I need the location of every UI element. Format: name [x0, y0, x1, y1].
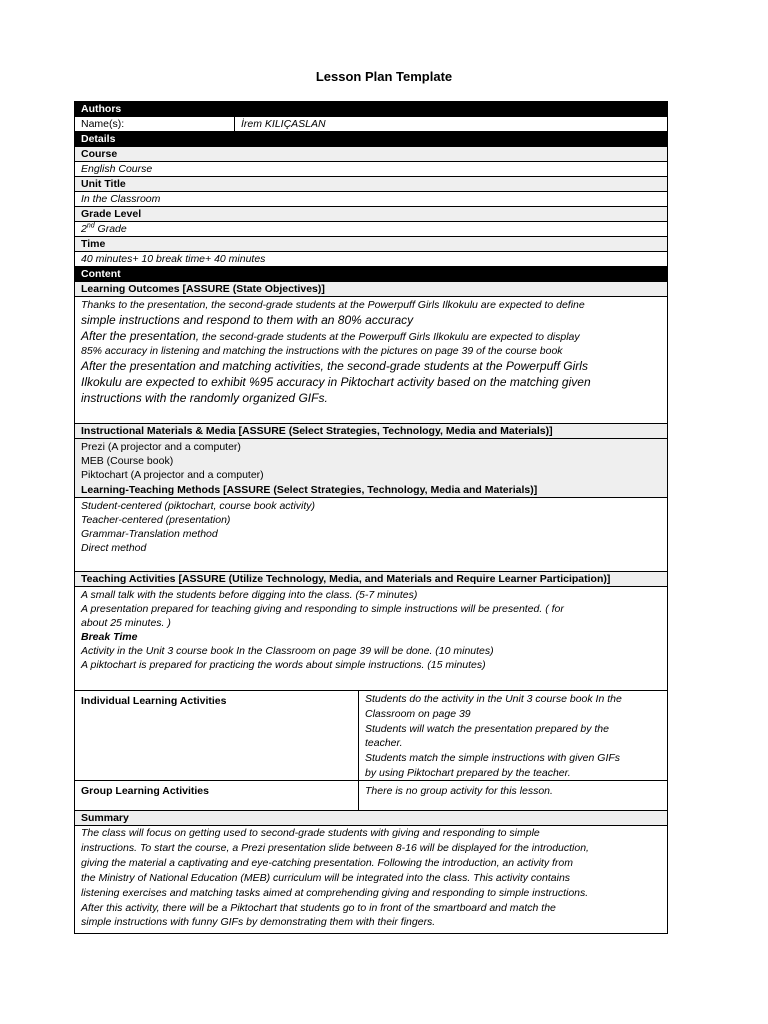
- individual-activities-row: [75, 691, 667, 781]
- details-header: Details: [75, 132, 667, 147]
- materials-item: Prezi (A projector and a computer): [81, 441, 241, 453]
- summary-line: listening exercises and matching tasks aimed at comprehending giving and responding to simple instructions.: [81, 886, 589, 899]
- summary-line: After this activity, there will be a Piktochart that students go to in front of the smartboard and match the: [81, 901, 556, 914]
- time-label: Time: [75, 237, 667, 252]
- name-label: Name(s):: [75, 117, 235, 131]
- activity-line: about 25 minutes. ): [81, 617, 171, 629]
- break-time-label: Break Time: [81, 631, 138, 643]
- summary-line: simple instructions with funny GIFs by demonstrating them with their fingers.: [81, 916, 436, 929]
- individual-line: Classroom on page 39: [365, 707, 471, 720]
- group-activities-row: [75, 781, 667, 811]
- methods-list: [75, 498, 667, 572]
- grade-level-label: Grade Level: [75, 207, 667, 222]
- summary-line: instructions. To start the course, a Prezi presentation slide between 8-16 will be displayed for the introduction,: [81, 841, 589, 854]
- outcome-line: simple instructions and respond to them with an 80% accuracy: [81, 313, 414, 327]
- teaching-activities-label: Teaching Activities [ASSURE (Utilize Technology, Media, and Materials and Require Learner Participation)]: [75, 572, 667, 587]
- name-value: İrem KILIÇASLAN: [241, 118, 326, 130]
- methods-item: Direct method: [81, 542, 147, 554]
- summary-line: The class will focus on getting used to second-grade students with giving and responding to simple: [81, 827, 540, 839]
- individual-activities-text: [359, 691, 667, 780]
- learning-outcomes-text: [75, 297, 667, 424]
- group-activities-value: There is no group activity for this lesson.: [365, 785, 553, 797]
- activity-line: Activity in the Unit 3 course book In the Classroom on page 39 will be done. (10 minutes): [81, 645, 494, 657]
- group-activities-label: Group Learning Activities: [75, 781, 359, 810]
- individual-line: by using Piktochart prepared by the teacher.: [365, 766, 571, 779]
- name-row: [75, 117, 667, 132]
- outcome-line: the second-grade students at the Powerpuff Girls Ilkokulu are expected to display: [199, 331, 580, 343]
- outcome-line: Thanks to the presentation, the second-grade students at the Powerpuff Girls Ilkokulu are expected to define: [81, 299, 585, 311]
- outcome-line: 85% accuracy in listening and matching the instructions with the pictures on page 39 of the course book: [81, 345, 563, 357]
- summary-line: giving the material a captivating and eye-catching presentation. Following the introduction, an activity from: [81, 856, 574, 869]
- lesson-plan-table: [74, 101, 668, 934]
- materials-list: [75, 439, 667, 483]
- content-header: Content: [75, 267, 667, 282]
- methods-item: Student-centered (piktochart, course book activity): [81, 500, 316, 512]
- grade-level-value: [75, 222, 667, 237]
- materials-label: Instructional Materials & Media [ASSURE (Select Strategies, Technology, Media and Materials)]: [75, 424, 667, 439]
- individual-line: teacher.: [365, 737, 403, 750]
- individual-activities-label: Individual Learning Activities: [75, 691, 359, 780]
- methods-label: Learning-Teaching Methods [ASSURE (Select Strategies, Technology, Media and Materials)]: [75, 483, 667, 498]
- activity-line: A piktochart is prepared for practicing the words about simple instructions. (15 minutes): [81, 659, 486, 671]
- unit-title-value: In the Classroom: [75, 192, 667, 207]
- methods-item: Grammar-Translation method: [81, 528, 218, 540]
- unit-title-label: Unit Title: [75, 177, 667, 192]
- grade-suffix: nd: [86, 222, 95, 230]
- teaching-activities-text: [75, 587, 667, 691]
- summary-label: Summary: [75, 811, 667, 826]
- page-title: Lesson Plan Template: [315, 69, 453, 84]
- summary-line: the Ministry of National Education (MEB) curriculum will be integrated into the class. This activity contains: [81, 871, 571, 884]
- activity-line: A small talk with the students before digging into the class. (5-7 minutes): [81, 589, 418, 601]
- outcome-line: Ilkokulu are expected to exhibit %95 accuracy in Piktochart activity based on the matching given: [81, 375, 591, 389]
- materials-item: Piktochart (A projector and a computer): [81, 469, 264, 481]
- authors-header: Authors: [75, 102, 667, 117]
- time-value: 40 minutes+ 10 break time+ 40 minutes: [75, 252, 667, 267]
- summary-text: [75, 826, 667, 933]
- individual-line: Students match the simple instructions with given GIFs: [365, 752, 621, 765]
- outcome-line: After the presentation and matching activities, the second-grade students at the Powerpuff Girls: [81, 359, 588, 373]
- course-value: English Course: [75, 162, 667, 177]
- materials-item: MEB (Course book): [81, 455, 174, 467]
- outcome-lead: After the presentation,: [81, 329, 200, 343]
- individual-line: Students do the activity in the Unit 3 course book In the: [365, 693, 622, 705]
- activity-line: A presentation prepared for teaching giving and responding to simple instructions will be presented. ( for: [81, 603, 564, 615]
- learning-outcomes-label: Learning Outcomes [ASSURE (State Objectives)]: [75, 282, 667, 297]
- course-label: Course: [75, 147, 667, 162]
- methods-item: Teacher-centered (presentation): [81, 514, 231, 526]
- grade-number: 2: [81, 223, 87, 235]
- outcome-line: instructions with the randomly organized GIFs.: [81, 391, 328, 405]
- individual-line: Students will watch the presentation prepared by the: [365, 722, 609, 735]
- grade-word: Grade: [94, 223, 127, 235]
